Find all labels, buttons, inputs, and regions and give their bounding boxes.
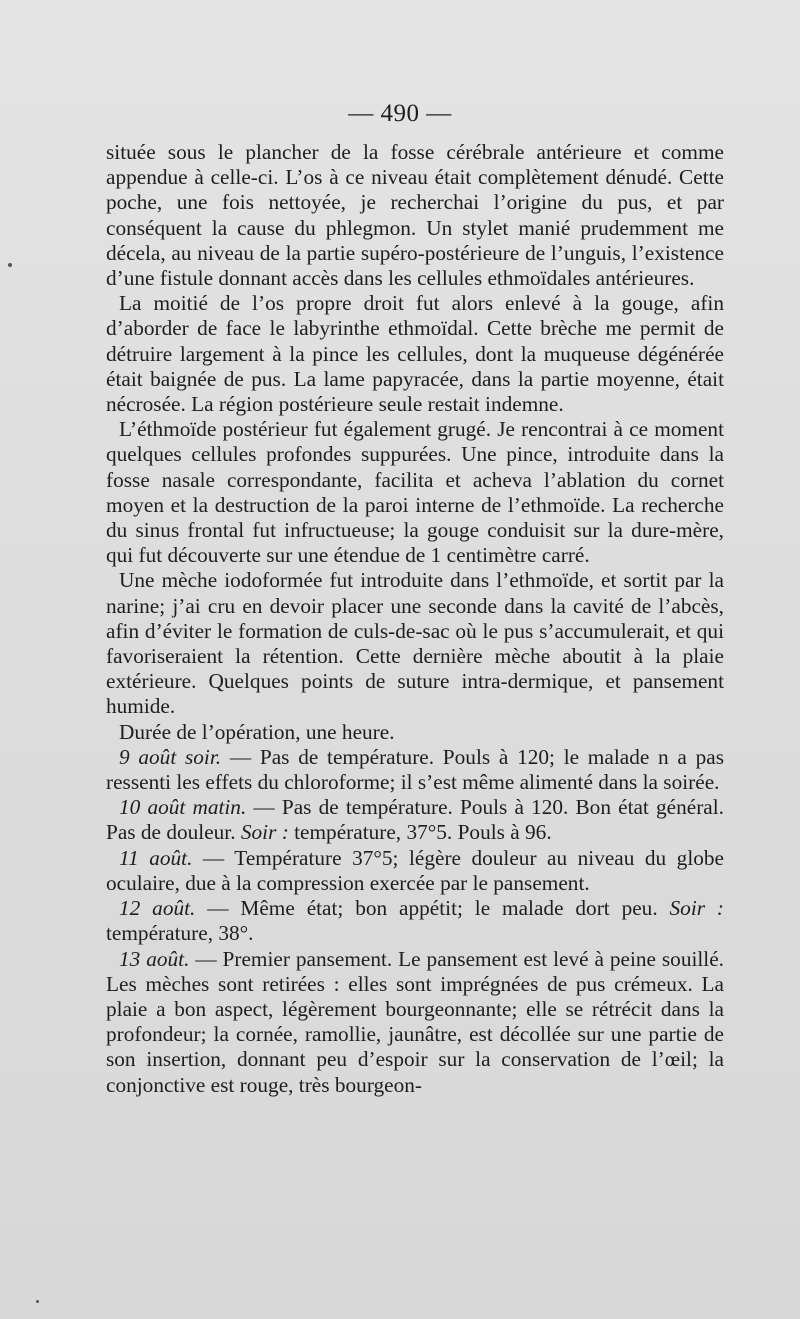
entry-text: — Pas de température. Pouls à 120; le malade n a pas ressenti les effets du chloroforme; il s’est même alimenté dans la soirée. (106, 744, 725, 795)
paragraph (106, 568, 724, 719)
entry-date: 10 août matin. (119, 795, 247, 820)
journal-entry (106, 846, 724, 896)
journal-entry (106, 745, 724, 795)
journal-entry (106, 896, 724, 946)
print-speck (8, 263, 12, 267)
entry-date: 12 août. (119, 896, 196, 921)
entry-text: — Température 37°5; légère douleur au niveau du globe oculaire, due à la compression exercée par le pansement. (106, 845, 724, 895)
entry-text: — Pas de température. Pouls à 120. Bon état général. Pas de douleur. (106, 795, 724, 845)
entry-evening-text: température, 37°5. Pouls à 96. (288, 820, 552, 845)
journal-entry (106, 947, 724, 1098)
entry-text: — Premier pansement. Le pansement est levé à peine souillé. Les mèches sont retirées : elles sont imprégnées de pus crémeux. La plaie a bon aspect, légèrement bourgeonnante; elle se rétrécit dans la profondeur; la cornée, ramollie, jaunâtre, est décollée sur une partie de son insertion, donnant peu d’espoir sur la conservation de l’œil; la conjonctive est rouge, très bourgeon- (106, 946, 725, 1097)
paragraph-text: Durée de l’opération, une heure. (119, 719, 395, 744)
entry-evening-label: Soir : (240, 820, 289, 845)
entry-text: — Même état; bon appétit; le malade dort peu. (195, 896, 670, 921)
paragraph-text: située sous le plancher de la fosse cérébrale antérieure et comme appendue à celle-ci. L’os à ce niveau était complètement dénudé. Cette poche, une fois nettoyée, je recherchai l’origine du pus, et par conséquent la cause du phlegmon. Un stylet manié prudemment me décela, au niveau de la partie supéro-postérieure de l’unguis, l’existence d’une fistule donnant accès dans les cellules ethmoïdales antérieures. (106, 140, 724, 291)
entry-evening-text: température, 38°. (106, 921, 254, 946)
paragraph (106, 720, 724, 745)
paragraph (106, 291, 724, 417)
entry-date: 13 août. (119, 946, 190, 971)
page-number: — 490 — (348, 100, 452, 127)
print-speck (36, 1300, 39, 1303)
paragraph (106, 140, 724, 291)
body-text (106, 140, 724, 1098)
entry-date: 9 août soir. (119, 744, 222, 769)
journal-entry (106, 795, 724, 845)
paragraph-text: L’éthmoïde postérieur fut également grugé. Je rencontrai à ce moment quelques cellules profondes suppurées. Une pince, introduite dans la fosse nasale correspondante, facilita et acheva l’ablation du cornet moyen et la destruction de la paroi interne de l’ethmoïde. La recherche du sinus frontal fut infructueuse; la gouge conduisit sur la dure-mère, qui fut découverte sur une étendue de 1 centimètre carré. (106, 417, 724, 568)
paragraph-text: Une mèche iodoformée fut introduite dans l’ethmoïde, et sortit par la narine; j’ai cru en devoir placer une seconde dans la cavité de l’abcès, afin d’éviter le formation de culs-de-sac où le pus s’accumulerait, et qui favoriseraient la rétention. Cette dernière mèche aboutit à la plaie extérieure. Quelques points de suture intra-dermique, et pansement humide. (106, 568, 724, 719)
entry-evening-label: Soir : (669, 896, 725, 921)
entry-date: 11 août. (119, 845, 193, 870)
paragraph (106, 417, 724, 568)
paragraph-text: La moitié de l’os propre droit fut alors enlevé à la gouge, afin d’aborder de face le labyrinthe ethmoïdal. Cette brèche me permit de détruire largement à la pince les cellules, dont la muqueuse dégénérée était baignée de pus. La lame papyracée, dans la partie moyenne, était nécrosée. La région postérieure seule restait indemne. (106, 291, 724, 417)
